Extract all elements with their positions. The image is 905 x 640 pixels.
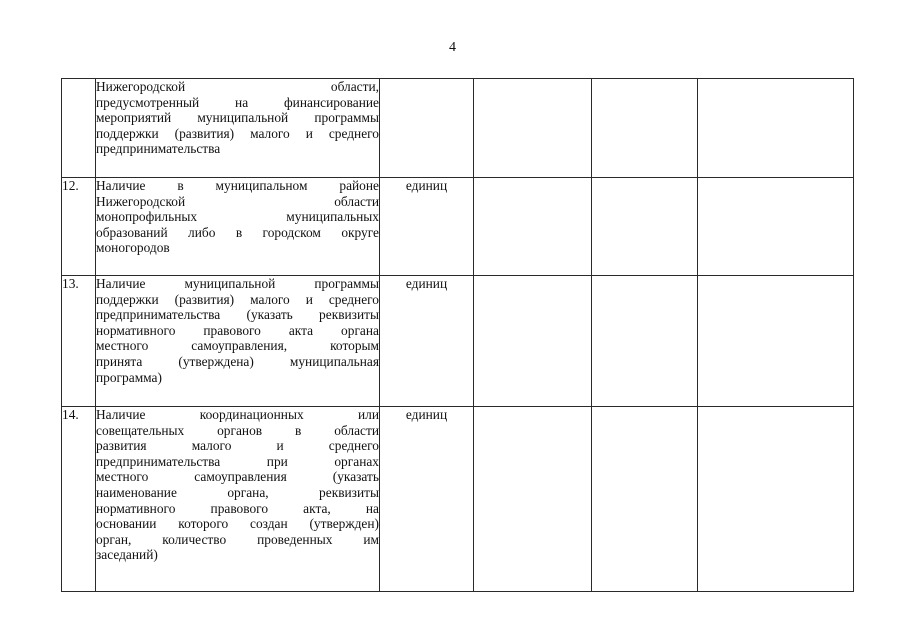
value-cell: [592, 79, 698, 178]
value-cell: [474, 407, 592, 592]
indicators-table: [61, 78, 854, 592]
description-line: предпринимательства: [96, 141, 221, 157]
unit-cell: единиц: [380, 178, 474, 276]
description-line: Наличие координационных или: [96, 407, 379, 422]
description-line: заседаний): [96, 547, 158, 563]
table-row: [62, 276, 854, 407]
description-line: нормативного правового акта, на: [96, 500, 379, 516]
description-line: предусмотренный на финансирование: [96, 94, 379, 110]
description-line: поддержки (развития) малого и среднего: [96, 291, 379, 307]
unit-cell: единиц: [380, 407, 474, 592]
indicator-description: [96, 407, 380, 592]
value-cell: [474, 276, 592, 407]
table-row: [62, 178, 854, 276]
row-number: 12.: [62, 178, 96, 276]
value-cell: [698, 178, 854, 276]
description-line: принята (утверждена) муниципальная: [96, 353, 379, 369]
description-line: Наличие муниципальной программы: [96, 276, 379, 291]
value-cell: [592, 276, 698, 407]
description-line: Нижегородской области,: [96, 79, 379, 94]
row-number: 13.: [62, 276, 96, 407]
description-line: Нижегородской области: [96, 193, 379, 209]
unit-cell: единиц: [380, 276, 474, 407]
value-cell: [592, 407, 698, 592]
description-line: наименование органа, реквизиты: [96, 484, 379, 500]
description-line: предпринимательства (указать реквизиты: [96, 307, 379, 323]
description-line: монопрофильных муниципальных: [96, 209, 379, 225]
indicator-description: [96, 178, 380, 276]
description-line: Наличие в муниципальном районе: [96, 178, 379, 193]
description-line: местного самоуправления, которым: [96, 338, 379, 354]
description-line: программа): [96, 369, 162, 385]
value-cell: [698, 79, 854, 178]
description-line: развития малого и среднего: [96, 438, 379, 454]
value-cell: [698, 276, 854, 407]
page-number: 4: [449, 40, 456, 55]
description-line: орган, количество проведенных им: [96, 531, 379, 547]
value-cell: [474, 79, 592, 178]
description-line: поддержки (развития) малого и среднего: [96, 125, 379, 141]
indicator-description: [96, 276, 380, 407]
table-row: [62, 407, 854, 592]
description-line: мероприятий муниципальной программы: [96, 110, 379, 126]
value-cell: [592, 178, 698, 276]
description-line: предпринимательства при органах: [96, 453, 379, 469]
row-number: 14.: [62, 407, 96, 592]
value-cell: [474, 178, 592, 276]
description-line: нормативного правового акта органа: [96, 322, 379, 338]
unit-cell: [380, 79, 474, 178]
description-line: местного самоуправления (указать: [96, 469, 379, 485]
description-line: моногородов: [96, 240, 170, 256]
description-line: образований либо в городском округе: [96, 224, 379, 240]
indicator-description: [96, 79, 380, 178]
description-line: совещательных органов в области: [96, 422, 379, 438]
description-line: основании которого создан (утвержден): [96, 516, 379, 532]
table-row: [62, 79, 854, 178]
row-number: [62, 79, 96, 178]
value-cell: [698, 407, 854, 592]
